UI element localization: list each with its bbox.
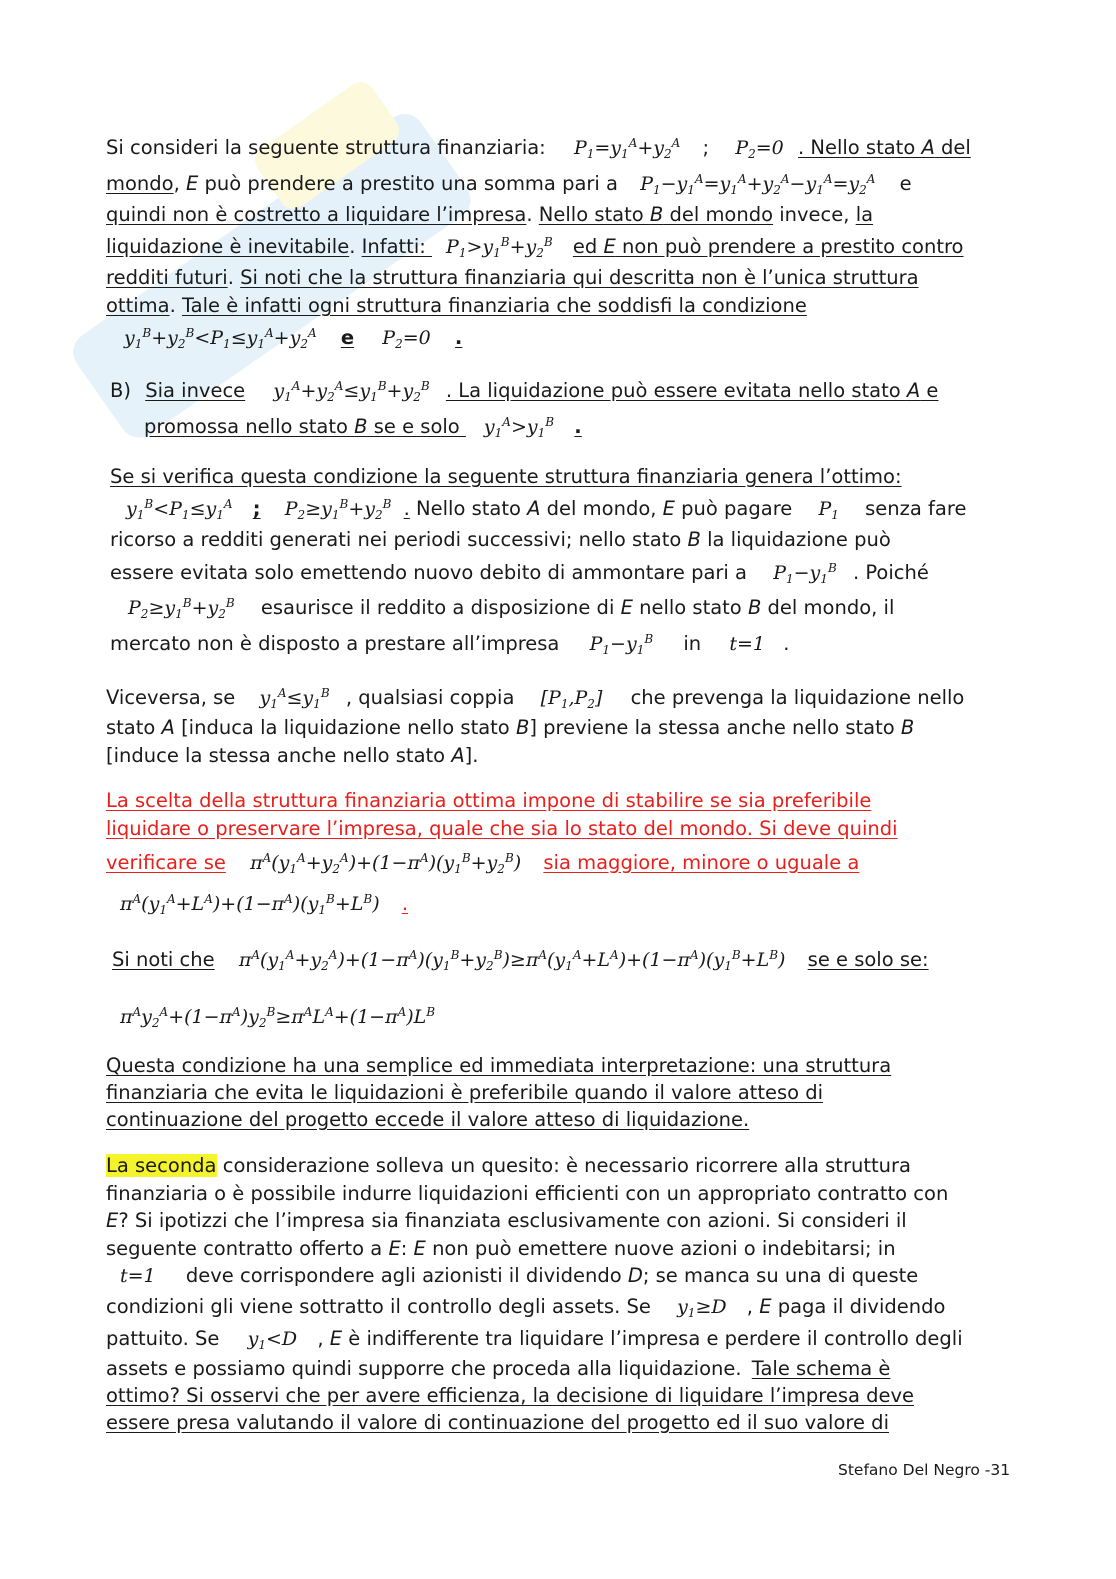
formula: $P_1>y_1^B+y_2^B$ [446, 235, 553, 261]
text-line: t=1 deve corrispondere agli azionisti il dividendo D; se manca su una di queste [120, 1264, 919, 1287]
text-line: $y_1^B<P_1\le y_1^A$ ; $P_2\ge y_1^B+y_2^B$ . Nello stato A del mondo, E può pagare $P_1$ senza fare [126, 497, 967, 523]
text-line: $\pi^A(y_1^A+L^A)+(1-\pi^A)(y_1^B+L^B)$ . [120, 892, 409, 918]
formula: t=1 [120, 1265, 156, 1287]
text-line: liquidazione è inevitabile. Infatti: $P_1>y_1^B+y_2^B$ ed E non può prendere a prestito contro [106, 235, 964, 261]
text-line: [induce la stessa anche nello stato A]. [106, 744, 479, 767]
formula: $\pi^A(y_1^A+y_2^A)+(1-\pi^A)(y_1^B+y_2^B)\ge\pi^A(y_1^A+L^A)+(1-\pi^A)(y_1^B+L^B)$ [238, 948, 786, 974]
text-line: $y_1^B+y_2^B<P_1\le y_1^A+y_2^A$ e $P_2=0$ . [124, 326, 463, 352]
text-line: essere evitata solo emettendo nuovo debito di ammontare pari a $P_1-y_1^B$ . Poiché [110, 561, 929, 587]
formula: $\pi^A(y_1^A+y_2^A)+(1-\pi^A)(y_1^B+y_2^B)$ [250, 851, 522, 877]
text-line: promossa nello stato B se e solo $y_1^A>y_1^B$ . [144, 415, 582, 441]
text-line: continuazione del progetto eccede il valore atteso di liquidazione. [106, 1108, 750, 1131]
text-line: mercato non è disposto a prestare all’impresa $P_1-y_1^B$ in t=1 . [110, 632, 790, 658]
text-line: ricorso a redditi generati nei periodi successivi; nello stato B la liquidazione può [110, 528, 891, 551]
text-line: B) Sia invece $y_1^A+y_2^A\le y_1^B+y_2^B$ . La liquidazione può essere evitata nello stato A e [110, 379, 939, 405]
text-line: assets e possiamo quindi supporre che proceda alla liquidazione. Tale schema è [106, 1357, 891, 1380]
highlighted-text: La seconda [106, 1154, 217, 1177]
formula: $y_1<D$ [247, 1328, 298, 1353]
formula: $y_1\ge D$ [677, 1296, 727, 1321]
text-line: E? Si ipotizzi che l’impresa sia finanziata esclusivamente con azioni. Si consideri il [106, 1209, 907, 1232]
text-line: quindi non è costretto a liquidare l’impresa. Nello stato B del mondo invece, la [106, 203, 874, 226]
text-line: verificare se $\pi^A(y_1^A+y_2^A)+(1-\pi^A)(y_1^B+y_2^B)$ sia maggiore, minore o uguale a [106, 851, 860, 877]
text-line: Viceversa, se $y_1^A\le y_1^B$ , qualsiasi coppia $[P_1,P_2]$ che prevenga la liquidazione nello [106, 686, 965, 712]
text-line: La scelta della struttura finanziaria ottima impone di stabilire se sia preferibile [106, 789, 872, 812]
text-line: Si consideri la seguente struttura finanziaria: $P_1=y_1^A+y_2^A$ ; $P_2=0$ . Nello stato A del [106, 136, 971, 162]
text-line: Se si verifica questa condizione la seguente struttura finanziaria genera l’ottimo: [110, 465, 902, 488]
text-line: $P_2\ge y_1^B+y_2^B$ esaurisce il reddito a disposizione di E nello stato B del mondo, il [128, 596, 895, 622]
formula: $\pi^Ay_2^A+(1-\pi^A)y_2^B\ge\pi^AL^A+(1-\pi^A)L^B$ [120, 1005, 436, 1031]
text-line: stato A [induca la liquidazione nello stato B] previene la stessa anche nello stato B [106, 716, 915, 739]
text-line: mondo, E può prendere a prestito una somma pari a $P_1-y_1^A=y_1^A+y_2^A-y_1^A=y_2^A$ e [106, 172, 912, 198]
text-line: Si noti che $\pi^A(y_1^A+y_2^A)+(1-\pi^A)(y_1^B+y_2^B)\ge\pi^A(y_1^A+L^A)+(1-\pi^A)(y_1^B+L^B)$ se e solo se: [112, 948, 929, 974]
text-line: essere presa valutando il valore di continuazione del progetto ed il suo valore di [106, 1411, 889, 1434]
text-line: ottima. Tale è infatti ogni struttura finanziaria che soddisfi la condizione [106, 294, 807, 317]
page-footer: Stefano Del Negro -31 [838, 1461, 1011, 1479]
text-line: La seconda considerazione solleva un quesito: è necessario ricorrere alla struttura [106, 1154, 911, 1177]
formula: $P_2\ge y_1^B+y_2^B$ [284, 497, 392, 523]
formula: $y_1^B<P_1\le y_1^A$ [126, 497, 233, 523]
formula: $y_1^A\le y_1^B$ [259, 686, 330, 712]
formula: $P_1-y_1^A=y_1^A+y_2^A-y_1^A=y_2^A$ [640, 172, 876, 198]
formula: $P_1$ [818, 498, 839, 523]
text-line: finanziaria che evita le liquidazioni è preferibile quando il valore atteso di [106, 1081, 824, 1104]
text-line [120, 1003, 435, 1031]
formula: $P_2=0$ [735, 137, 784, 162]
text-line: condizioni gli viene sottratto il controllo degli assets. Se $y_1\ge D$ , E paga il dividendo [106, 1295, 946, 1321]
formula: $y_1^B+y_2^B<P_1\le y_1^A+y_2^A$ [124, 326, 317, 352]
formula: $y_1^A>y_1^B$ [483, 415, 555, 441]
formula: $P_2\ge y_1^B+y_2^B$ [128, 596, 235, 622]
text-line: ottimo? Si osservi che per avere efficienza, la decisione di liquidare l’impresa deve [106, 1384, 915, 1407]
text-line: finanziaria o è possibile indurre liquidazioni efficienti con un appropriato contratto con [106, 1182, 949, 1205]
text-line: pattuito. Se $y_1<D$ , E è indifferente tra liquidare l’impresa e perdere il controllo degli [106, 1327, 963, 1353]
text-line: liquidare o preservare l’impresa, quale che sia lo stato del mondo. Si deve quindi [106, 817, 898, 840]
formula: $\pi^A(y_1^A+L^A)+(1-\pi^A)(y_1^B+L^B)$ [120, 892, 380, 918]
formula: $P_1-y_1^B$ [589, 632, 654, 658]
text-line: seguente contratto offerto a E: E non può emettere nuove azioni o indebitarsi; in [106, 1237, 896, 1260]
formula: $P_1=y_1^A+y_2^A$ [573, 136, 681, 162]
text-line: redditi futuri. Si noti che la struttura finanziaria qui descritta non è l’unica struttura [106, 266, 919, 289]
formula: t=1 [729, 633, 765, 655]
formula: $P_1-y_1^B$ [773, 561, 837, 587]
formula: $[P_1,P_2]$ [540, 687, 603, 712]
formula: $P_2=0$ [382, 327, 431, 352]
text-line: Questa condizione ha una semplice ed immediata interpretazione: una struttura [106, 1054, 892, 1077]
formula: $y_1^A+y_2^A\le y_1^B+y_2^B$ [273, 379, 430, 405]
